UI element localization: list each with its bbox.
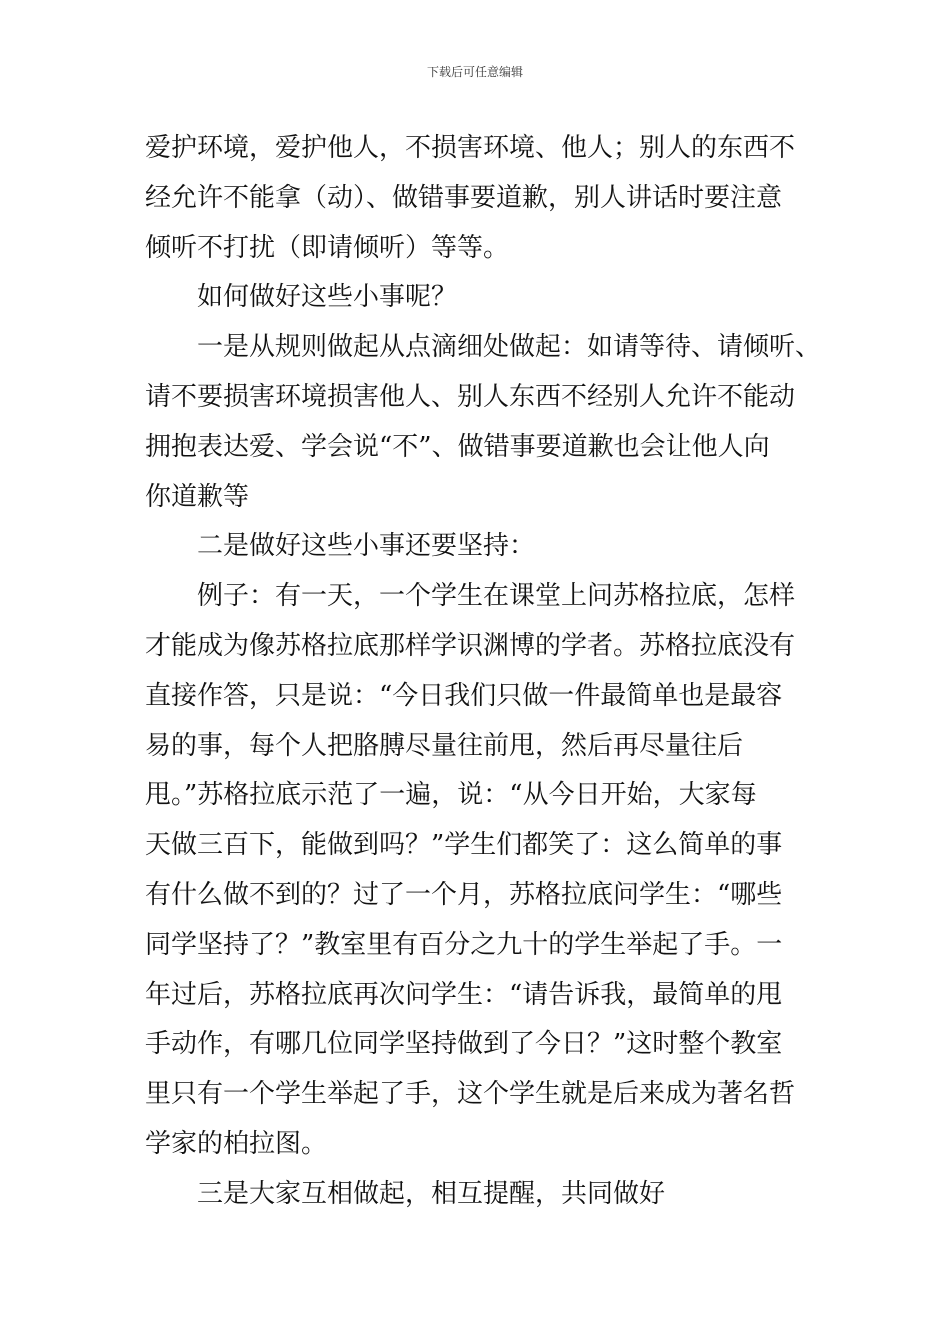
text-line: 拥抱表达爱、学会说“不”、做错事要道歉也会让他人向 xyxy=(145,431,770,462)
text-line: 直接作答，只是说：“今日我们只做一件最简单也是最容 xyxy=(145,680,783,711)
text-line: 有什么做不到的？过了一个月，苏格拉底问学生：“哪些 xyxy=(145,879,783,910)
text-line: 倾听不打扰（即请倾听）等等。 xyxy=(145,232,510,263)
text-line: 同学坚持了？”教室里有百分之九十的学生举起了手。一 xyxy=(145,929,783,960)
text-line: 天做三百下，能做到吗？”学生们都笑了：这么简单的事 xyxy=(145,830,783,861)
text-line: 一是从规则做起从点滴细处做起：如请等待、请倾听、 xyxy=(197,332,822,363)
text-line: 请不要损害环境损害他人、别人东西不经别人允许不能动 xyxy=(145,381,796,412)
paragraph xyxy=(145,522,817,572)
text-line: 里只有一个学生举起了手，这个学生就是后来成为著名哲 xyxy=(145,1079,796,1110)
text-line: 甩。”苏格拉底示范了一遍，说：“从今日开始，大家每 xyxy=(145,780,757,811)
text-line: 易的事，每个人把胳膊尽量往前甩，然后再尽量往后 xyxy=(145,730,744,761)
text-line: 年过后，苏格拉底再次问学生：“请告诉我，最简单的甩 xyxy=(145,979,783,1010)
text-line: 例子：有一天，一个学生在课堂上问苏格拉底，怎样 xyxy=(197,581,796,612)
document-body xyxy=(145,124,822,1220)
text-line: 你道歉等 xyxy=(145,481,250,512)
text-line: 学家的柏拉图。 xyxy=(145,1128,328,1159)
paragraph xyxy=(145,572,817,1170)
paragraph xyxy=(145,1170,817,1220)
paragraph xyxy=(145,273,817,323)
text-line: 才能成为像苏格拉底那样学识渊博的学者。苏格拉底没有 xyxy=(145,630,796,661)
text-line: 经允许不能拿（动）、做错事要道歉，别人讲话时要注意 xyxy=(145,182,783,213)
text-line: 如何做好这些小事呢？ xyxy=(197,282,458,313)
text-line: 三是大家互相做起，相互提醒，共同做好 xyxy=(197,1178,666,1209)
text-line: 手动作，有哪几位同学坚持做到了今日？”这时整个教室 xyxy=(145,1029,783,1060)
text-line: 爱护环境，爱护他人，不损害环境、他人；别人的东西不 xyxy=(145,133,796,163)
paragraph xyxy=(145,323,822,522)
page-header: 下载后可任意编辑 xyxy=(426,65,523,79)
text-line: 二是做好这些小事还要坚持： xyxy=(197,531,536,562)
paragraph xyxy=(145,124,817,273)
